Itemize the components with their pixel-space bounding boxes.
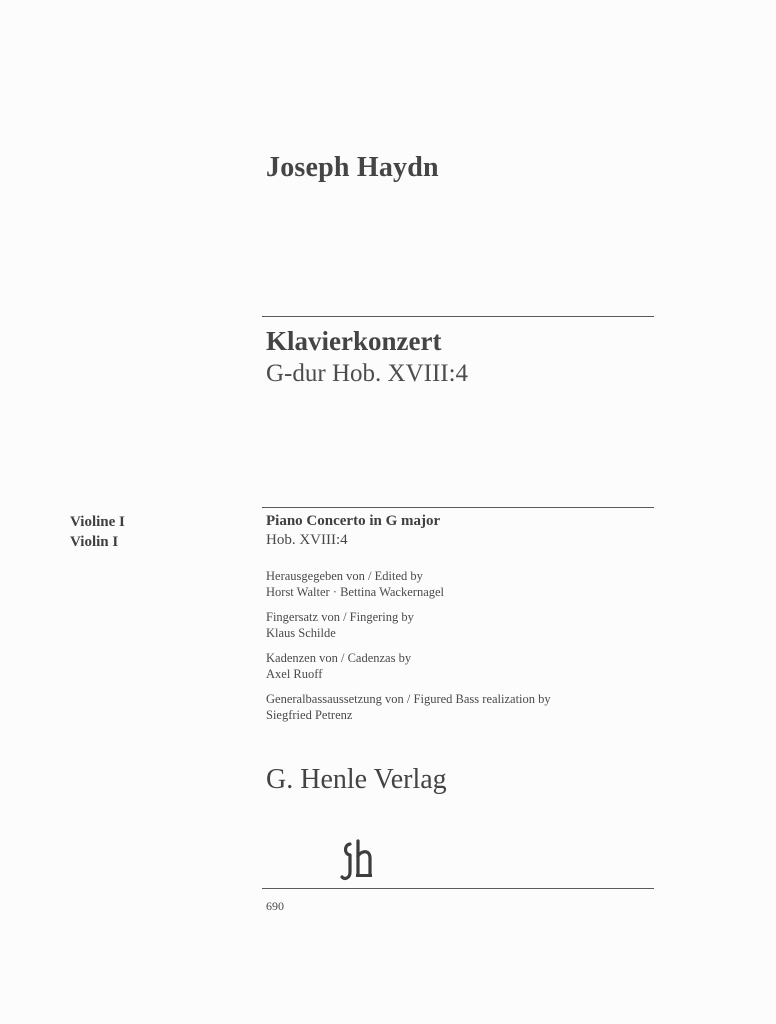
credit-names: Horst Walter · Bettina Wackernagel (266, 584, 445, 599)
credit-names: Klaus Schilde (266, 625, 336, 640)
credit-names: Siegfried Petrenz (266, 707, 353, 722)
credit-fingering (266, 610, 551, 641)
credit-editors (266, 569, 551, 600)
work-title-english: Piano Concerto in G major (266, 513, 441, 529)
work-title-german: Klavierkonzert (266, 326, 442, 356)
divider-rule (262, 316, 654, 317)
credit-names: Axel Ruoff (266, 666, 323, 681)
instrument-part-english: Violin I (70, 534, 119, 550)
credit-role: Fingersatz von / Fingering by (266, 610, 414, 624)
work-subtitle-english: Hob. XVIII:4 (266, 532, 348, 548)
credit-role: Herausgegeben von / Edited by (266, 569, 423, 583)
edition-number: 690 (266, 899, 284, 913)
credit-role: Kadenzen von / Cadenzas by (266, 651, 412, 665)
instrument-part-german: Violine I (70, 514, 125, 530)
instrument-part (70, 512, 125, 552)
credit-cadenzas (266, 651, 551, 682)
divider-rule (262, 888, 654, 889)
henle-logo-icon (336, 838, 384, 884)
credit-role: Generalbassaussetzung von / Figured Bass realization by (266, 692, 551, 706)
work-subtitle-german: G-dur Hob. XVIII:4 (266, 360, 469, 387)
credit-figured-bass (266, 692, 551, 723)
composer-name: Joseph Haydn (266, 152, 439, 183)
credits-list (266, 569, 551, 733)
divider-rule (262, 507, 654, 508)
publisher-name: G. Henle Verlag (266, 764, 447, 795)
